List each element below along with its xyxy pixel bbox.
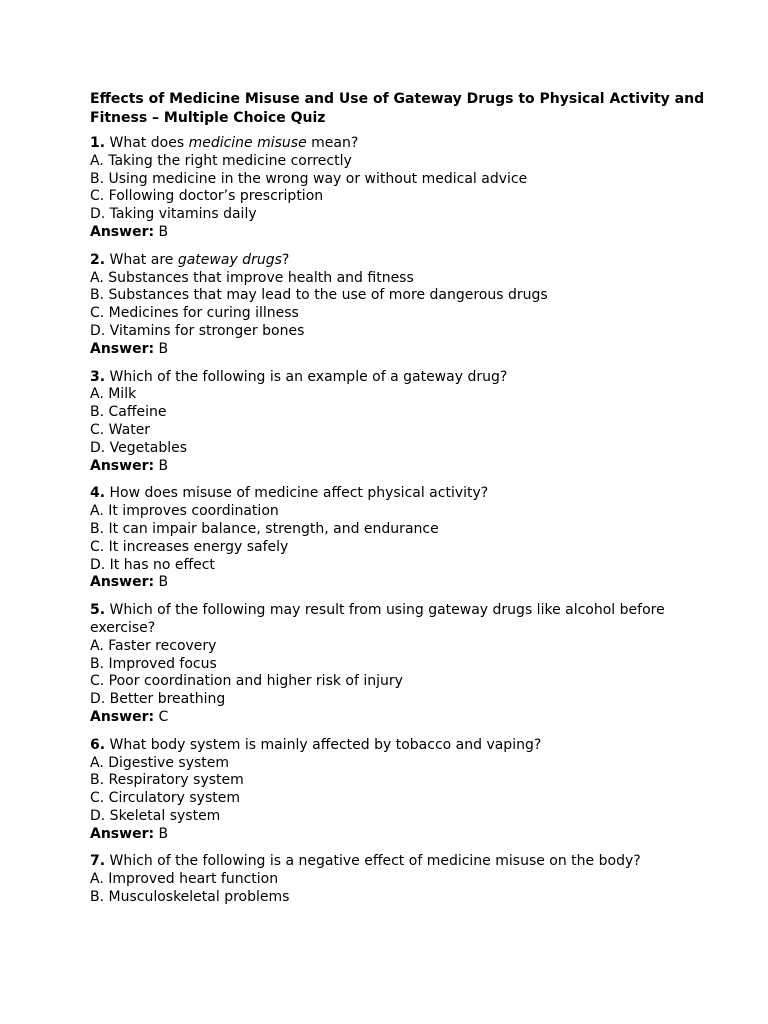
question-stem: Which of the following may result from using gateway drugs like alcohol before exercise?	[90, 602, 665, 636]
question-stem-end: mean?	[306, 135, 359, 151]
answer-option: B. Substances that may lead to the use of more dangerous drugs	[90, 287, 548, 304]
answer-value: B	[154, 574, 169, 591]
answer-value: B	[154, 340, 169, 357]
question-text	[90, 485, 730, 503]
question-number: 5.	[90, 602, 106, 619]
question-block	[90, 135, 730, 242]
question-stem: What body system is mainly affected by tobacco and vaping?	[105, 736, 542, 753]
quiz-list	[90, 135, 730, 907]
question-number: 6.	[90, 736, 106, 753]
answer-option: C. Water	[90, 421, 151, 438]
question-stem: Which of the following is a negative effect of medicine misuse on the body?	[105, 853, 641, 870]
question-text	[90, 853, 730, 871]
answer-option: D. Vegetables	[90, 439, 188, 456]
question-term: gateway drugs	[177, 251, 282, 268]
answer-option: A. Milk	[90, 386, 137, 403]
question-number: 4.	[90, 485, 106, 502]
question-text	[90, 135, 730, 153]
question-number: 3.	[90, 368, 106, 385]
answer-option: B. Respiratory system	[90, 772, 244, 789]
document-page	[90, 90, 730, 917]
answer-option: D. Skeletal system	[90, 807, 221, 824]
question-block	[90, 737, 730, 844]
question-number: 1.	[90, 135, 106, 151]
answer-label: Answer:	[90, 708, 155, 725]
answer-option: B. Using medicine in the wrong way or without medical advice	[90, 170, 528, 187]
question-text	[90, 369, 730, 387]
question-block	[90, 485, 730, 592]
question-stem: How does misuse of medicine affect physical activity?	[105, 485, 489, 502]
answer-line	[90, 574, 730, 592]
answer-option: A. Digestive system	[90, 754, 230, 771]
answer-option: B. Improved focus	[90, 655, 217, 672]
question-number: 7.	[90, 853, 106, 870]
question-stem: What are	[105, 251, 178, 268]
answer-option: A. It improves coordination	[90, 503, 279, 520]
answer-option: C. Poor coordination and higher risk of injury	[90, 673, 403, 690]
answer-label: Answer:	[90, 340, 155, 357]
answer-line	[90, 224, 730, 242]
answer-label: Answer:	[90, 574, 155, 591]
answer-value: B	[154, 457, 169, 474]
answer-option: B. Musculoskeletal problems	[90, 889, 290, 906]
answer-option: B. Caffeine	[90, 404, 167, 421]
question-block	[90, 602, 730, 727]
answer-label: Answer:	[90, 223, 155, 240]
question-block	[90, 369, 730, 476]
answer-line	[90, 458, 730, 476]
answer-option: A. Substances that improve health and fitness	[90, 269, 414, 286]
answer-option: C. Following doctor’s prescription	[90, 188, 324, 205]
question-stem: Which of the following is an example of a gateway drug?	[105, 368, 508, 385]
answer-label: Answer:	[90, 825, 155, 842]
question-text	[90, 737, 730, 755]
answer-option: D. Better breathing	[90, 691, 226, 708]
answer-line	[90, 826, 730, 844]
answer-option: A. Taking the right medicine correctly	[90, 152, 352, 169]
answer-option: D. It has no effect	[90, 556, 215, 573]
answer-value: B	[154, 223, 169, 240]
question-stem-end: ?	[281, 251, 290, 268]
answer-option: A. Improved heart function	[90, 871, 279, 888]
answer-option: C. Circulatory system	[90, 790, 240, 807]
question-block	[90, 853, 730, 906]
question-term: medicine misuse	[188, 135, 307, 151]
answer-value: C	[154, 708, 169, 725]
answer-label: Answer:	[90, 457, 155, 474]
answer-line	[90, 709, 730, 727]
answer-option: C. It increases energy safely	[90, 538, 289, 555]
answer-option: D. Vitamins for stronger bones	[90, 322, 305, 339]
document-title: Effects of Medicine Misuse and Use of Gateway Drugs to Physical Activity and Fitness – Multiple Choice Quiz	[90, 91, 705, 126]
question-stem: What does	[105, 135, 189, 151]
question-number: 2.	[90, 251, 106, 268]
answer-option: B. It can impair balance, strength, and endurance	[90, 520, 439, 537]
answer-option: D. Taking vitamins daily	[90, 206, 257, 223]
answer-option: C. Medicines for curing illness	[90, 305, 299, 322]
answer-value: B	[154, 825, 169, 842]
question-block	[90, 252, 730, 359]
question-text	[90, 602, 730, 638]
answer-line	[90, 341, 730, 359]
answer-option: A. Faster recovery	[90, 637, 217, 654]
question-text	[90, 252, 730, 270]
